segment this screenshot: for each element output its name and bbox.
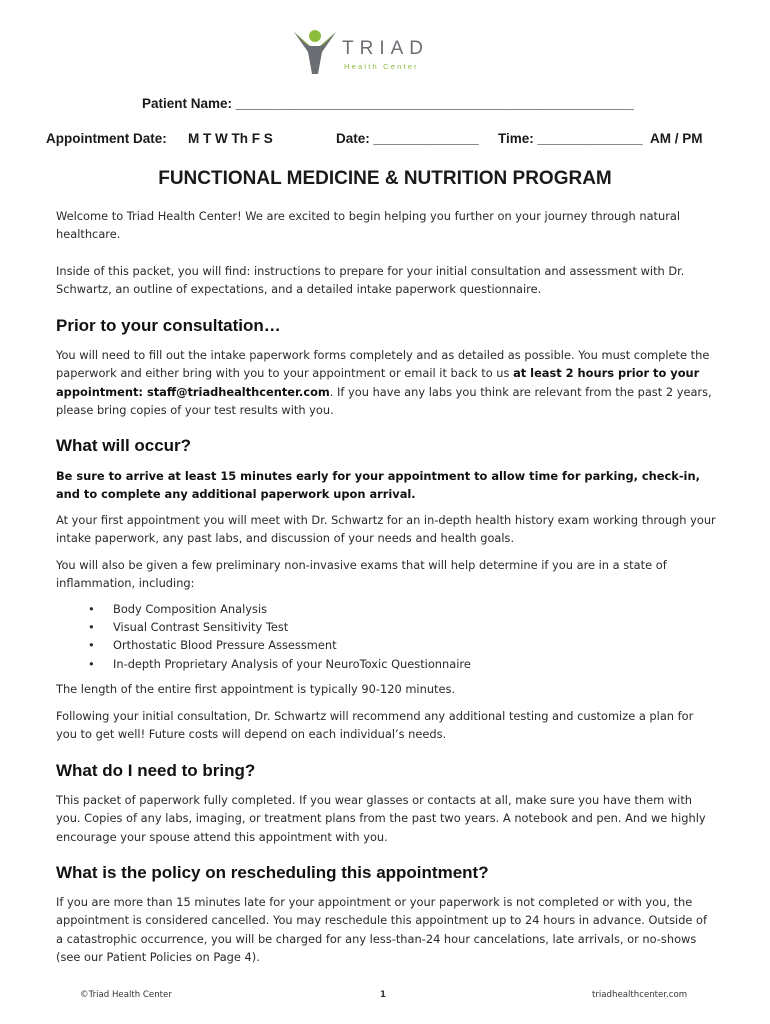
arrival-note-text: Be sure to arrive at least 15 minutes early for your appointment to allow time for parking, check-in, and to complete any additional paperwork upon arrival.: [56, 469, 700, 502]
appointment-date-field: Date: ______________: [336, 131, 479, 146]
occur-paragraph-1: At your first appointment you will meet with Dr. Schwartz for an in-depth health history exam working through your intake paperwork, any past labs, and discussion of your needs and health goals.: [56, 513, 716, 546]
heading-what-will-occur: What will occur?: [56, 436, 192, 455]
list-item: • Body Composition Analysis: [88, 600, 471, 618]
exam-list: [88, 600, 471, 673]
list-item: • In-depth Proprietary Analysis of your NeuroToxic Questionnaire: [88, 655, 471, 673]
triad-logo: [292, 26, 442, 76]
prior-text-b: . If you have any labs you think are relevant from the past 2 years, please bring copies of your test results with you.: [56, 384, 712, 418]
occur-paragraph-4: Following your initial consultation, Dr. Schwartz will recommend any additional testing and customize a plan for you to get well! Future costs will depend on each individual’s needs.: [56, 709, 694, 742]
appointment-date-label: Appointment Date:: [46, 131, 167, 146]
footer-website: triadhealthcenter.com: [592, 990, 688, 1000]
heading-rescheduling-policy: What is the policy on rescheduling this appointment?: [56, 863, 489, 882]
appointment-days: M T W Th F S: [188, 131, 273, 146]
logo-wordmark: TRIAD: [342, 38, 429, 59]
occur-paragraph-3: The length of the entire first appointment is typically 90-120 minutes.: [56, 682, 456, 696]
heading-prior-consultation: Prior to your consultation…: [56, 316, 281, 335]
intro-paragraph-2: Inside of this packet, you will find: instructions to prepare for your initial consultation and assessment with Dr. Schwartz, an outline of expectations, and a detailed intake paperwork questionnaire.: [56, 264, 685, 297]
footer-page-number: 1: [380, 990, 386, 1000]
policy-paragraph: If you are more than 15 minutes late for your appointment or your paperwork is not completed or with you, the appointment is considered cancelled. You may reschedule this appointment up to 24 hours in advance. Outside of a catastrophic occurrence, you will be charged for any less-than-24 hour cancelations, late arrivals, or no-shows (see our Patient Policies on Page 4).: [56, 895, 708, 965]
logo-subtitle: Health Center: [344, 62, 419, 71]
appointment-time-field: Time: ______________: [498, 131, 643, 146]
footer-copyright: ©Triad Health Center: [80, 990, 172, 1000]
bring-paragraph: This packet of paperwork fully completed. If you wear glasses or contacts at all, make sure you have them with you. Copies of any labs, imaging, or treatment plans from the past two years. A notebook and pen. And we highly encourage your spouse attend this appointment with you.: [56, 793, 706, 844]
prior-paragraph: [56, 346, 716, 420]
document-title: FUNCTIONAL MEDICINE & NUTRITION PROGRAM: [158, 168, 612, 189]
occur-paragraph-2: You will also be given a few preliminary non-invasive exams that will help determine if you are in a state of inflammation, including:: [56, 558, 667, 591]
prior-deadline-email: at least 2 hours prior to your appointment: staff@triadhealthcenter.com: [56, 366, 700, 399]
heading-what-to-bring: What do I need to bring?: [56, 761, 256, 780]
appointment-ampm: AM / PM: [650, 131, 703, 146]
prior-text-a: You will need to fill out the intake paperwork forms completely and as detailed as possible. You must complete the paperwork and either bring with you to your appointment or email it back to us: [56, 348, 710, 381]
intro-paragraph-1: Welcome to Triad Health Center! We are excited to begin helping you further on your journey through natural healthcare.: [56, 209, 681, 242]
list-item: • Visual Contrast Sensitivity Test: [88, 618, 471, 636]
arrival-note: [56, 467, 716, 504]
patient-name-line: Patient Name: _____________________________________________________: [142, 96, 634, 111]
figure-logo-icon: [292, 26, 338, 76]
list-item: • Orthostatic Blood Pressure Assessment: [88, 636, 471, 654]
